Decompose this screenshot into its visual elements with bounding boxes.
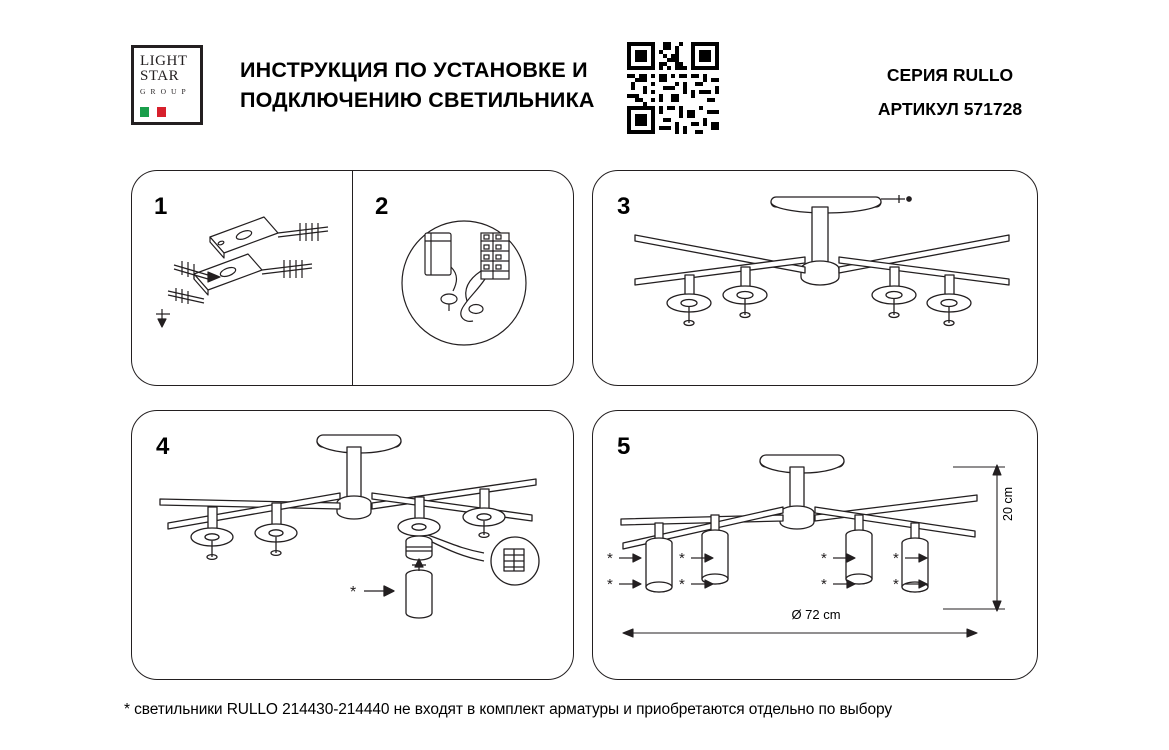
- step-1-illustration: [132, 171, 354, 387]
- dimension-diameter-label: Ø 72 cm: [791, 607, 841, 622]
- page-title-line-1: ИНСТРУКЦИЯ ПО УСТАНОВКЕ И: [240, 58, 588, 82]
- logo-line-1: LIGHT: [140, 53, 188, 69]
- svg-text:*: *: [679, 550, 685, 567]
- footnote-text: * светильники RULLO 214430-214440 не входят в комплект арматуры и приобретаются отдельно по выбору: [124, 701, 892, 718]
- step-number-4: 4: [156, 433, 170, 460]
- series-label: СЕРИЯ RULLO: [886, 65, 1014, 85]
- svg-text:*: *: [821, 576, 827, 593]
- svg-text:*: *: [607, 576, 613, 593]
- dimension-height-label: 20 cm: [1001, 486, 1015, 521]
- step-number-1: 1: [154, 193, 168, 220]
- logo-line-2: STAR: [140, 68, 180, 84]
- svg-text:*: *: [350, 584, 357, 601]
- svg-text:*: *: [893, 550, 899, 567]
- product-series-info: [760, 58, 1140, 126]
- step-number-5: 5: [617, 433, 631, 460]
- step-3-illustration: [593, 171, 1039, 387]
- italy-flag-icon: [140, 107, 166, 117]
- qr-code-icon: [627, 42, 719, 134]
- step-panel-3: [592, 170, 1038, 386]
- brand-logo: [131, 45, 203, 125]
- step-number-2: 2: [375, 193, 389, 220]
- step-number-3: 3: [617, 193, 631, 220]
- step-2-illustration: [353, 171, 575, 387]
- svg-text:*: *: [893, 576, 899, 593]
- page-header: [0, 0, 1169, 150]
- step-5-illustration: [593, 411, 1039, 681]
- logo-group-text: G R O U P: [140, 87, 188, 96]
- article-label: АРТИКУЛ 571728: [877, 99, 1023, 119]
- svg-text:*: *: [607, 550, 613, 567]
- step-4-illustration: [132, 411, 575, 681]
- step-panel-5: [592, 410, 1038, 680]
- svg-text:*: *: [679, 576, 685, 593]
- step-panel-1: [131, 170, 353, 386]
- page-title-line-2: ПОДКЛЮЧЕНИЮ СВЕТИЛЬНИКА: [240, 88, 595, 112]
- svg-text:*: *: [821, 550, 827, 567]
- step-panel-4: [131, 410, 574, 680]
- page-title: [240, 55, 625, 115]
- step-panel-2: [352, 170, 574, 386]
